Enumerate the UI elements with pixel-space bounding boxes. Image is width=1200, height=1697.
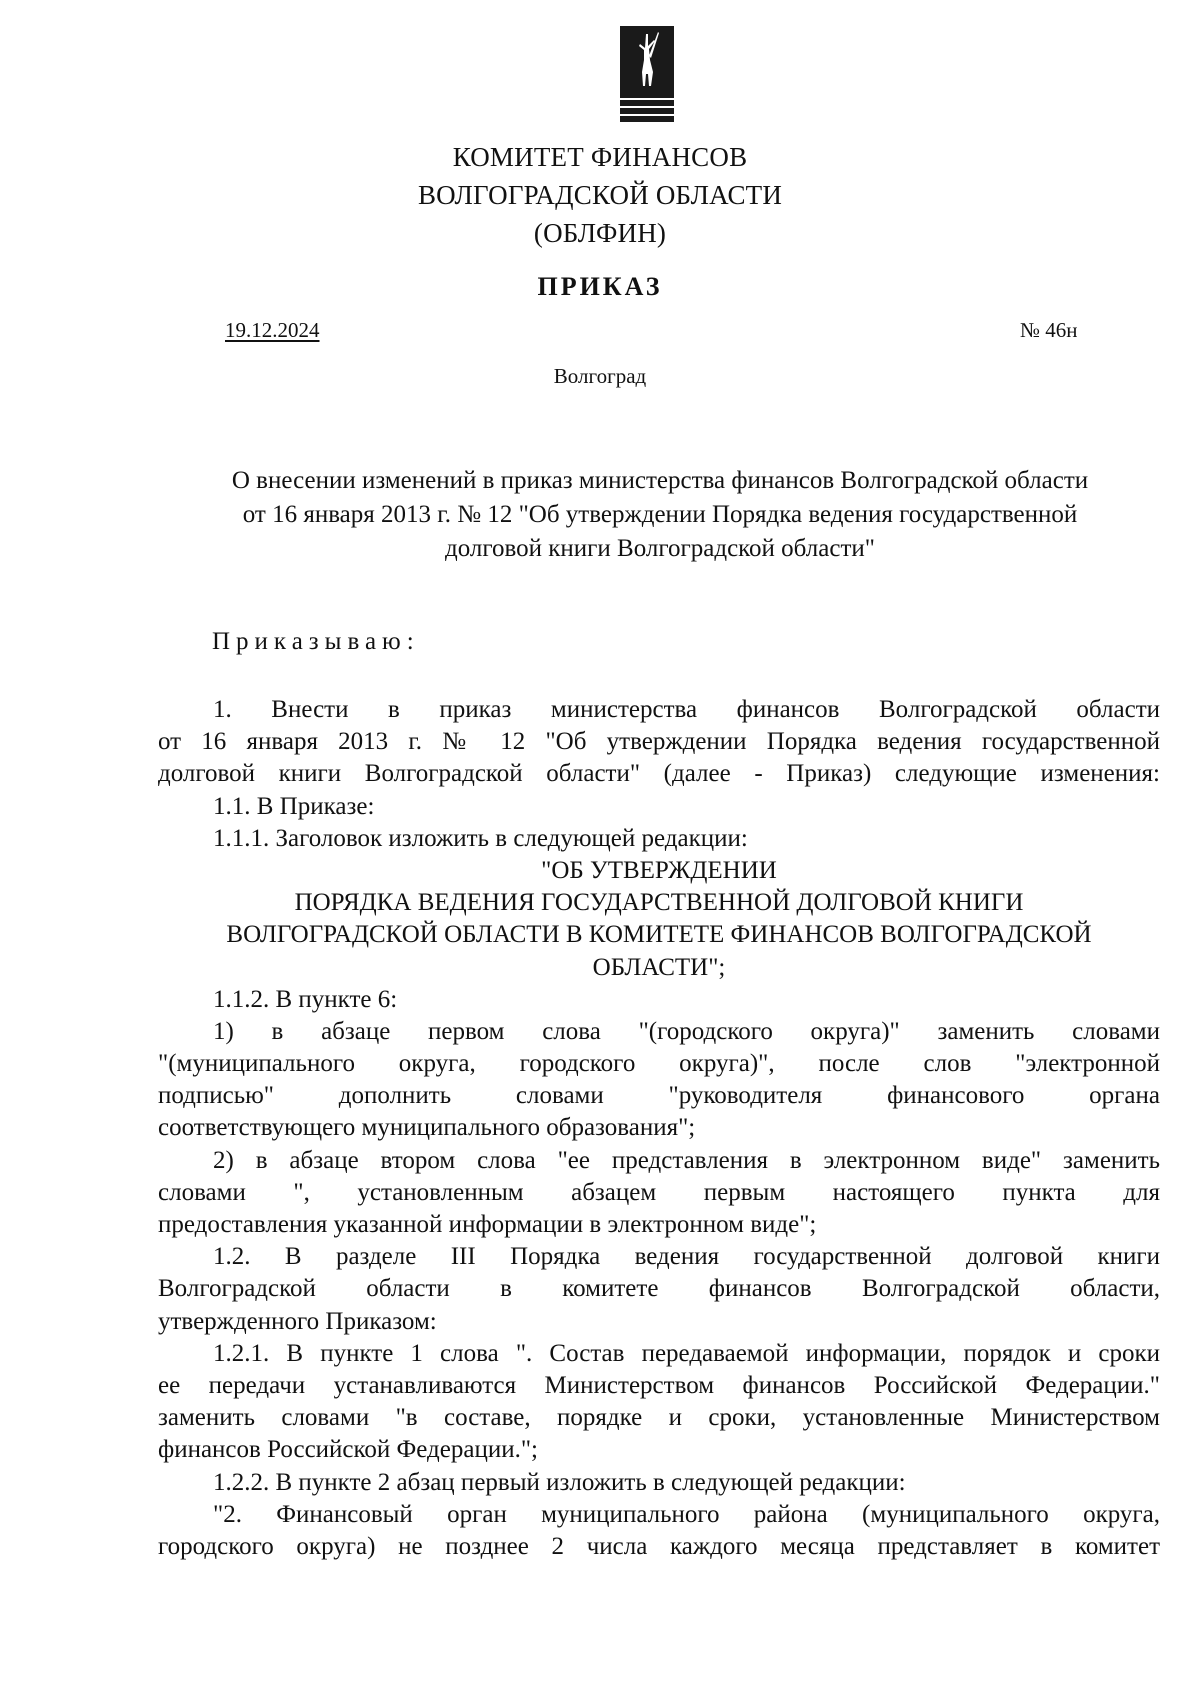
coat-of-arms-emblem (620, 26, 674, 124)
body-line: ее передачи устанавливаются Министерством финансов Российской Федерации." (158, 1371, 1160, 1399)
body-line: от 16 января 2013 г. № 12 "Об утверждении Порядка ведения государственной (158, 728, 1160, 756)
body-line: ВОЛГОГРАДСКОЙ ОБЛАСТИ В КОМИТЕТЕ ФИНАНСОВ ВОЛГОГРАДСКОЙ (226, 921, 1092, 949)
body-line: соответствующего муниципального образования"; (158, 1114, 696, 1142)
body-line: 1.1. В Приказе: (213, 792, 375, 820)
body-line: утвержденного Приказом: (158, 1307, 437, 1335)
city-name: Волгоград (553, 364, 647, 388)
document-type-title: ПРИКАЗ (537, 272, 663, 301)
body-line: 2) в абзаце втором слова "ее представления в электронном виде" заменить (213, 1146, 1160, 1174)
body-line: 1.2.2. В пункте 2 абзац первый изложить в следующей редакции: (213, 1468, 906, 1496)
body-line: городского округа) не позднее 2 числа каждого месяца представляет в комитет (158, 1532, 1160, 1560)
order-date: 19.12.2024 (225, 318, 320, 342)
body-line: 1) в абзаце первом слова "(городского округа)" заменить словами (213, 1017, 1160, 1045)
emblem-icon (620, 26, 674, 124)
body-line: 1.1.1. Заголовок изложить в следующей редакции: (213, 824, 748, 852)
body-line: долговой книги Волгоградской области" (далее - Приказ) следующие изменения: (158, 760, 1160, 788)
body-line: "ОБ УТВЕРЖДЕНИИ (541, 856, 777, 884)
body-line: заменить словами "в составе, порядке и сроки, установленные Министерством (158, 1404, 1160, 1432)
body-line: 1.1.2. В пункте 6: (213, 985, 398, 1013)
body-line: "(муниципального округа, городского округа)", после слов "электронной (158, 1050, 1160, 1078)
body-line: словами ", установленным абзацем первым настоящего пункта для (158, 1178, 1160, 1206)
body-line: 1. Внести в приказ министерства финансов Волгоградской области (213, 696, 1160, 723)
body-line: 1.2. В разделе III Порядка ведения государственной долговой книги (213, 1243, 1160, 1271)
subject-line: от 16 января 2013 г. № 12 "Об утверждении Порядка ведения государственной (242, 501, 1078, 528)
body-line: предоставления указанной информации в электронном виде"; (158, 1211, 817, 1238)
order-subject (160, 464, 1160, 566)
body-line: Волгоградской области в комитете финансов Волгоградской области, (158, 1275, 1160, 1303)
subject-line: долговой книги Волгоградской области" (445, 535, 875, 562)
body-line: "2. Финансовый орган муниципального района (муниципального округа, (213, 1500, 1160, 1528)
order-body (158, 694, 1160, 1563)
body-line: 1.2.1. В пункте 1 слова ". Состав передаваемой информации, порядок и сроки (213, 1339, 1160, 1367)
org-name-line1: КОМИТЕТ ФИНАНСОВ (452, 142, 748, 172)
org-name-abbrev: (ОБЛФИН) (533, 218, 667, 248)
order-directive-word: Приказываю: (212, 628, 420, 655)
body-line: финансов Российской Федерации."; (158, 1436, 539, 1464)
order-number: № 46н (1020, 318, 1078, 342)
body-line: ПОРЯДКА ВЕДЕНИЯ ГОСУДАРСТВЕННОЙ ДОЛГОВОЙ КНИГИ (294, 889, 1024, 917)
body-line: подписью" дополнить словами "руководителя финансового органа (158, 1082, 1160, 1110)
body-line: ОБЛАСТИ"; (592, 953, 726, 981)
org-name-line2: ВОЛГОГРАДСКОЙ ОБЛАСТИ (417, 180, 783, 210)
subject-line: О внесении изменений в приказ министерства финансов Волгоградской области (231, 467, 1089, 494)
